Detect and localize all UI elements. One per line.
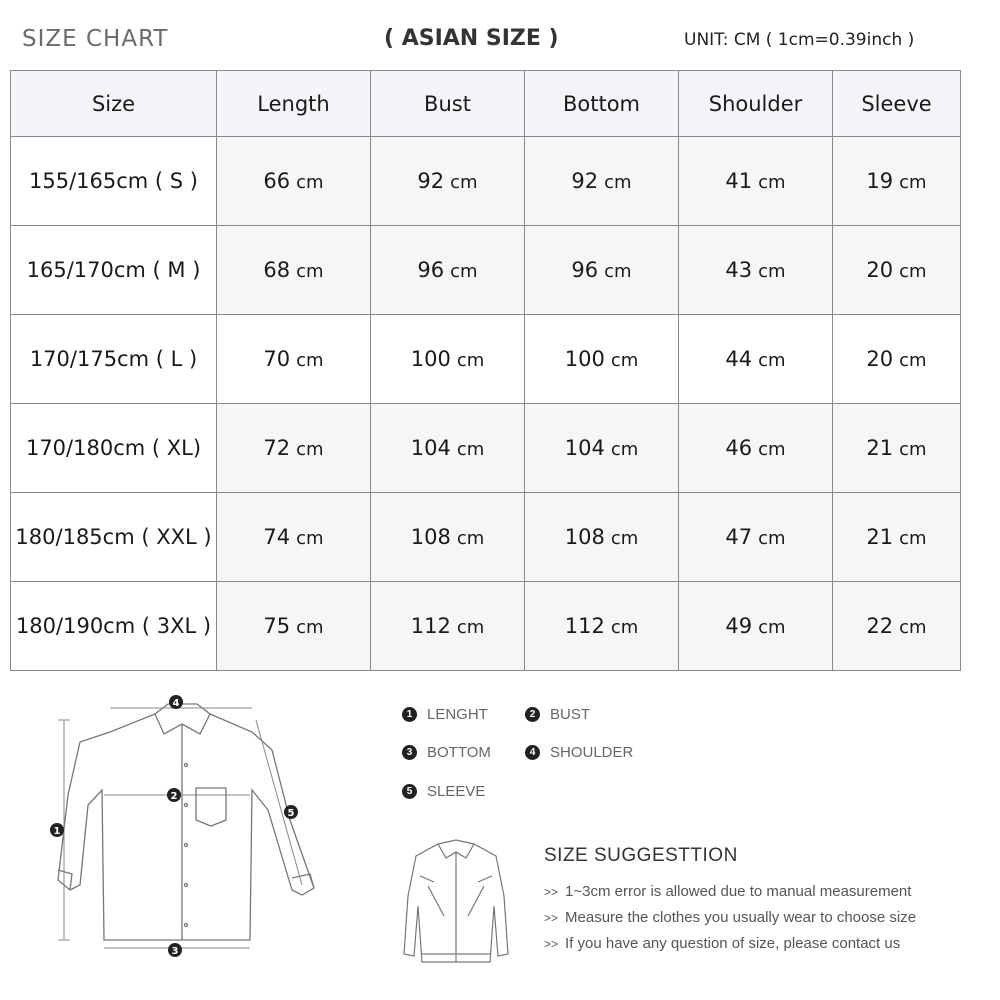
table-row [11, 137, 961, 226]
size-table [10, 70, 961, 671]
value: 100 [564, 347, 605, 371]
column-header-size: Size [11, 71, 217, 137]
suggestion-line [544, 935, 900, 952]
value: 46 [725, 436, 753, 460]
legend-item-sleeve [402, 783, 485, 800]
unit-label: cm [450, 261, 478, 282]
column-header-length: Length [217, 71, 371, 137]
value: 74 [263, 525, 291, 549]
shirt-measurement-diagram [40, 690, 340, 965]
value: 96 [571, 258, 599, 282]
unit-label: cm [450, 172, 478, 193]
svg-text:3: 3 [171, 946, 179, 957]
number-3-icon: 3 [402, 745, 417, 760]
suggestion-line [544, 909, 916, 926]
sleeve-cell [833, 493, 961, 582]
unit-label: cm [899, 172, 927, 193]
double-chevron-icon: >> [544, 911, 559, 925]
double-chevron-icon: >> [544, 885, 559, 899]
value: 68 [263, 258, 291, 282]
value: 92 [571, 169, 599, 193]
double-chevron-icon: >> [544, 937, 559, 951]
value: 70 [263, 347, 291, 371]
bottom-cell [525, 493, 679, 582]
legend-label: SHOULDER [550, 744, 634, 761]
number-4-icon: 4 [525, 745, 540, 760]
unit-label: cm [456, 350, 485, 371]
bottom-cell [525, 226, 679, 315]
unit-label: cm [604, 172, 632, 193]
shoulder-cell [679, 493, 833, 582]
svg-text:5: 5 [287, 808, 295, 819]
unit-label: cm [758, 172, 786, 193]
column-header-bottom: Bottom [525, 71, 679, 137]
value: 72 [263, 436, 291, 460]
bust-cell [371, 137, 525, 226]
shoulder-cell [679, 226, 833, 315]
size-cell: 170/180cm ( XL) [11, 404, 217, 493]
bust-cell [371, 315, 525, 404]
suggestion-text: Measure the clothes you usually wear to choose size [565, 909, 917, 926]
unit-label: cm [296, 172, 324, 193]
legend-item-bottom [402, 744, 491, 761]
unit-label: cm [296, 528, 324, 549]
size-cell: 165/170cm ( M ) [11, 226, 217, 315]
suggestion-text: If you have any question of size, please contact us [565, 935, 901, 952]
bottom-cell [525, 582, 679, 671]
value: 66 [263, 169, 291, 193]
length-cell [217, 137, 371, 226]
value: 41 [725, 169, 753, 193]
legend-item-shoulder [525, 744, 633, 761]
length-cell [217, 404, 371, 493]
length-cell [217, 582, 371, 671]
unit-label: cm [610, 350, 639, 371]
unit-note: UNIT: CM ( 1cm=0.39inch ) [684, 30, 915, 50]
length-cell [217, 226, 371, 315]
unit-label: cm [456, 439, 485, 460]
value: 96 [417, 258, 445, 282]
legend-item-length [402, 706, 488, 723]
svg-text:4: 4 [172, 698, 180, 709]
table-header-row [11, 71, 961, 137]
table-row [11, 226, 961, 315]
table-row [11, 315, 961, 404]
value: 108 [564, 525, 605, 549]
value: 92 [417, 169, 445, 193]
sleeve-cell [833, 137, 961, 226]
value: 44 [725, 347, 753, 371]
unit-label: cm [456, 617, 485, 638]
unit-label: cm [758, 350, 786, 371]
value: 104 [410, 436, 451, 460]
shoulder-cell [679, 404, 833, 493]
value: 43 [725, 258, 753, 282]
unit-label: cm [296, 617, 324, 638]
bottom-cell [525, 137, 679, 226]
length-cell [217, 493, 371, 582]
asian-size-subtitle: ( ASIAN SIZE ) [384, 26, 559, 51]
legend-label: SLEEVE [427, 783, 486, 800]
unit-label: cm [758, 528, 786, 549]
shoulder-cell [679, 137, 833, 226]
table-row [11, 493, 961, 582]
unit-label: cm [610, 528, 639, 549]
unit-label: cm [604, 261, 632, 282]
bust-cell [371, 493, 525, 582]
value: 108 [410, 525, 451, 549]
sleeve-cell [833, 404, 961, 493]
value: 112 [564, 614, 605, 638]
sleeve-cell [833, 315, 961, 404]
value: 21 [866, 525, 894, 549]
unit-label: cm [758, 439, 786, 460]
unit-label: cm [610, 439, 639, 460]
unit-label: cm [899, 439, 927, 460]
unit-label: cm [758, 617, 786, 638]
svg-text:1: 1 [53, 826, 61, 837]
unit-label: cm [296, 350, 324, 371]
column-header-bust: Bust [371, 71, 525, 137]
unit-label: cm [899, 350, 927, 371]
unit-label: cm [899, 617, 927, 638]
number-1-icon: 1 [402, 707, 417, 722]
svg-text:2: 2 [170, 791, 178, 802]
marker-2-icon [167, 788, 181, 802]
number-2-icon: 2 [525, 707, 540, 722]
value: 100 [410, 347, 451, 371]
unit-label: cm [899, 528, 927, 549]
size-cell: 180/190cm ( 3XL ) [11, 582, 217, 671]
size-cell: 180/185cm ( XXL ) [11, 493, 217, 582]
sleeve-cell [833, 226, 961, 315]
value: 112 [410, 614, 451, 638]
suggestion-line [544, 883, 911, 900]
length-cell [217, 315, 371, 404]
unit-label: cm [610, 617, 639, 638]
legend-label: BOTTOM [427, 744, 491, 761]
unit-label: cm [899, 261, 927, 282]
value: 104 [564, 436, 605, 460]
legend-label: LENGHT [427, 706, 488, 723]
jacket-sketch-icon [398, 836, 513, 976]
size-suggestion-title: SIZE SUGGESTTION [544, 845, 738, 866]
table-row [11, 582, 961, 671]
marker-1-icon [50, 823, 64, 837]
marker-3-icon [168, 943, 182, 957]
shoulder-cell [679, 582, 833, 671]
legend-item-bust [525, 706, 590, 723]
bottom-cell [525, 315, 679, 404]
column-header-sleeve: Sleeve [833, 71, 961, 137]
value: 19 [866, 169, 894, 193]
value: 75 [263, 614, 291, 638]
bust-cell [371, 226, 525, 315]
value: 20 [866, 258, 894, 282]
value: 47 [725, 525, 753, 549]
table-row [11, 404, 961, 493]
legend-label: BUST [550, 706, 591, 723]
size-cell: 155/165cm ( S ) [11, 137, 217, 226]
value: 49 [725, 614, 753, 638]
value: 22 [866, 614, 894, 638]
unit-label: cm [296, 439, 324, 460]
marker-5-icon [284, 805, 298, 819]
unit-label: cm [758, 261, 786, 282]
suggestion-text: 1~3cm error is allowed due to manual measurement [565, 883, 912, 900]
unit-label: cm [296, 261, 324, 282]
bust-cell [371, 404, 525, 493]
bust-cell [371, 582, 525, 671]
size-cell: 170/175cm ( L ) [11, 315, 217, 404]
unit-label: cm [456, 528, 485, 549]
shoulder-cell [679, 315, 833, 404]
marker-4-icon [169, 695, 183, 709]
bottom-cell [525, 404, 679, 493]
size-chart-title: SIZE CHART [22, 26, 169, 52]
value: 21 [866, 436, 894, 460]
number-5-icon: 5 [402, 784, 417, 799]
value: 20 [866, 347, 894, 371]
sleeve-cell [833, 582, 961, 671]
column-header-shoulder: Shoulder [679, 71, 833, 137]
